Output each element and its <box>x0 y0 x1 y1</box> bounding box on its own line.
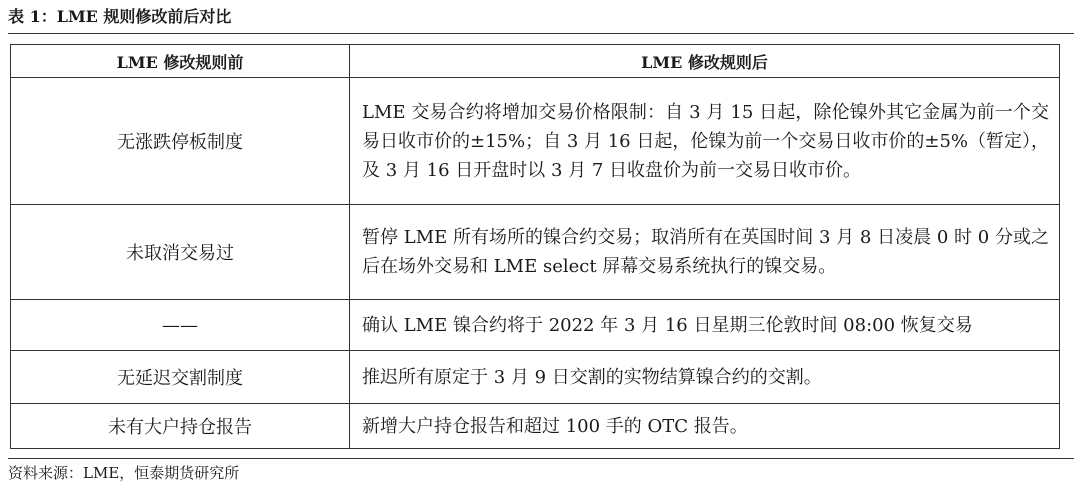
cell-before: 无延迟交割制度 <box>11 351 350 404</box>
cell-after: 推迟所有原定于 3 月 9 日交割的实物结算镍合约的交割。 <box>350 351 1060 404</box>
cell-after: 新增大户持仓报告和超过 100 手的 OTC 报告。 <box>350 404 1060 449</box>
header-before: LME 修改规则前 <box>11 45 350 78</box>
cell-before: —— <box>11 300 350 351</box>
cell-after: 确认 LME 镍合约将于 2022 年 3 月 16 日星期三伦敦时间 08:00 恢复交易 <box>350 300 1060 351</box>
cell-before: 未取消交易过 <box>11 205 350 300</box>
table-row <box>11 300 1060 351</box>
table-row <box>11 404 1060 449</box>
table-header-row <box>11 45 1060 78</box>
cell-after: LME 交易合约将增加交易价格限制：自 3 月 15 日起，除伦镍外其它金属为前一个交易日收市价的±15%；自 3 月 16 日起，伦镍为前一个交易日收市价的±5%（暂定），及 3 月 16 日开盘时以 3 月 7 日收盘价为前一交易日收市价。 <box>350 78 1060 205</box>
table-caption: 表 1：LME 规则修改前后对比 <box>8 3 1074 34</box>
table-row <box>11 78 1060 205</box>
cell-before: 未有大户持仓报告 <box>11 404 350 449</box>
cell-after: 暂停 LME 所有场所的镍合约交易；取消所有在英国时间 3 月 8 日凌晨 0 时 0 分或之后在场外交易和 LME select 屏幕交易系统执行的镍交易。 <box>350 205 1060 300</box>
rule-comparison-table <box>10 44 1060 449</box>
table-row <box>11 351 1060 404</box>
source-note: 资料来源：LME，恒泰期货研究所 <box>8 458 1074 484</box>
header-after: LME 修改规则后 <box>350 45 1060 78</box>
table-row <box>11 205 1060 300</box>
cell-before: 无涨跌停板制度 <box>11 78 350 205</box>
